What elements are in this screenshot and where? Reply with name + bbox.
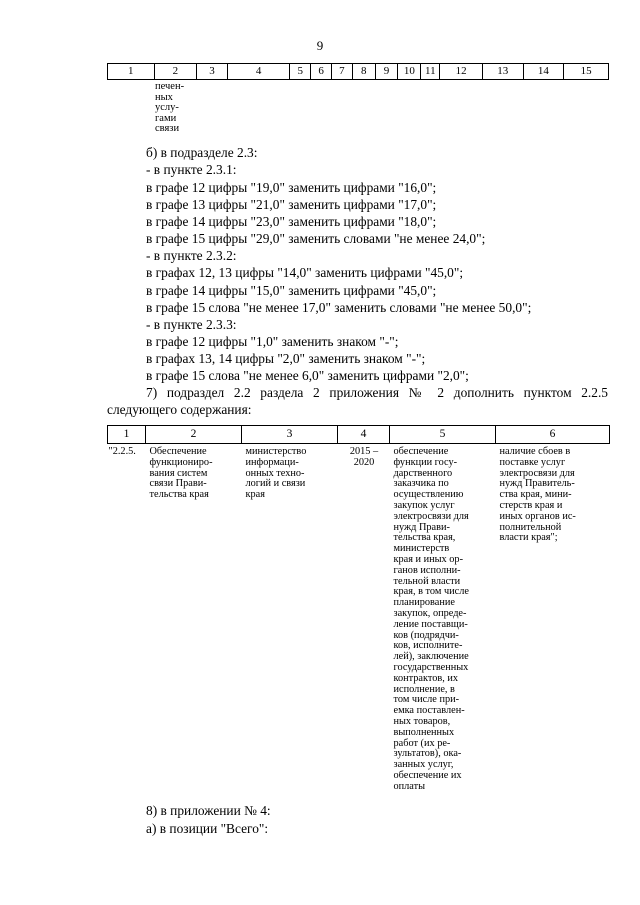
amendment-line: в графе 14 цифры "15,0" заменить цифрами "45,0";: [146, 283, 437, 298]
item-8-text: 8) в приложении № 4:: [146, 803, 271, 818]
point-2-3-3-heading: - в пункте 2.3.3:: [146, 317, 237, 332]
new-item-table: [107, 425, 610, 817]
column-header: 2: [146, 426, 242, 444]
task-name-cell: Обеспечение функциониро- вания систем связи Прави- тельства края: [146, 444, 242, 818]
amendment-line: в графе 15 слова "не менее 17,0" заменить словами "не менее 50,0";: [146, 300, 532, 315]
table-header-row: [108, 64, 609, 80]
item-7-text: 7) подраздел 2.2 раздела 2 приложения № 2 дополнить пунктом 2.2.5: [146, 385, 608, 400]
column-header: 11: [421, 64, 440, 80]
expected-result-cell: обеспечение функции госу- дарственного заказчика по осуществлению закупок услуг электросвязи для нужд Прави- тельства края, министерств края и иных ор- ганов исполни- тельной власти края, в том числе планирование закупок, опреде- ление поставщи- ков (подрядчи- ков, исполните- лей), заключение государственных контрактов, их исполнение, в том числе при- емка поставлен- ных товаров, выполненных работ (их ре- зультатов), ока- занных услуг, обеспечение их оплаты: [390, 444, 496, 818]
amendment-line: в графе 12 цифры "19,0" заменить цифрами "16,0";: [146, 180, 437, 195]
period-cell: 2015 – 2020: [338, 444, 390, 818]
page-number: 9: [316, 38, 324, 53]
column-header: 1: [108, 426, 146, 444]
column-header: 3: [242, 426, 338, 444]
column-header: 2: [154, 64, 197, 80]
column-header: 10: [398, 64, 421, 80]
amendment-line: в графе 12 цифры "1,0" заменить знаком "-";: [146, 334, 399, 349]
table-header-row: [108, 426, 610, 444]
amendment-line: в графах 12, 13 цифры "14,0" заменить цифрами "45,0";: [146, 265, 464, 280]
amendment-line: в графе 13 цифры "21,0" заменить цифрами "17,0";: [146, 197, 437, 212]
column-header: 4: [227, 64, 289, 80]
column-header: 7: [331, 64, 352, 80]
column-header: 5: [290, 64, 311, 80]
amendment-line: в графах 13, 14 цифры "2,0" заменить знаком "-";: [146, 351, 426, 366]
table-row: [108, 444, 610, 818]
item-number-cell: "2.2.5.: [108, 444, 146, 818]
point-2-3-2-heading: - в пункте 2.3.2:: [146, 248, 237, 263]
table-cell-fragment: печен- ных услу- гами связи: [155, 81, 185, 135]
column-header: 4: [338, 426, 390, 444]
column-header: 6: [496, 426, 610, 444]
executor-cell: министерство информаци- онных техно- логий и связи края: [242, 444, 338, 818]
amendment-line: в графе 14 цифры "23,0" заменить цифрами "18,0";: [146, 214, 437, 229]
column-header: 1: [108, 64, 155, 80]
risk-cell: наличие сбоев в поставке услуг электросвязи для нужд Правитель- ства края, мини- стерств края и иных органов ис- полнительной власти края";: [496, 444, 610, 818]
subsection-b-title: б) в подразделе 2.3:: [146, 145, 258, 160]
continuation-table-header: [107, 63, 609, 80]
column-header: 3: [197, 64, 228, 80]
column-header: 6: [311, 64, 332, 80]
column-header: 15: [564, 64, 609, 80]
column-header: 8: [352, 64, 375, 80]
amendment-line: в графе 15 цифры "29,0" заменить словами "не менее 24,0";: [146, 231, 486, 246]
column-header: 14: [523, 64, 564, 80]
amendment-line: в графе 15 слова "не менее 6,0" заменить цифрами "2,0";: [146, 368, 469, 383]
column-header: 13: [482, 64, 523, 80]
column-header: 9: [375, 64, 398, 80]
item-7-continuation: следующего содержания:: [107, 402, 252, 417]
column-header: 5: [390, 426, 496, 444]
point-2-3-1-heading: - в пункте 2.3.1:: [146, 162, 237, 177]
item-8a-text: а) в позиции "Всего":: [146, 821, 269, 836]
column-header: 12: [440, 64, 483, 80]
